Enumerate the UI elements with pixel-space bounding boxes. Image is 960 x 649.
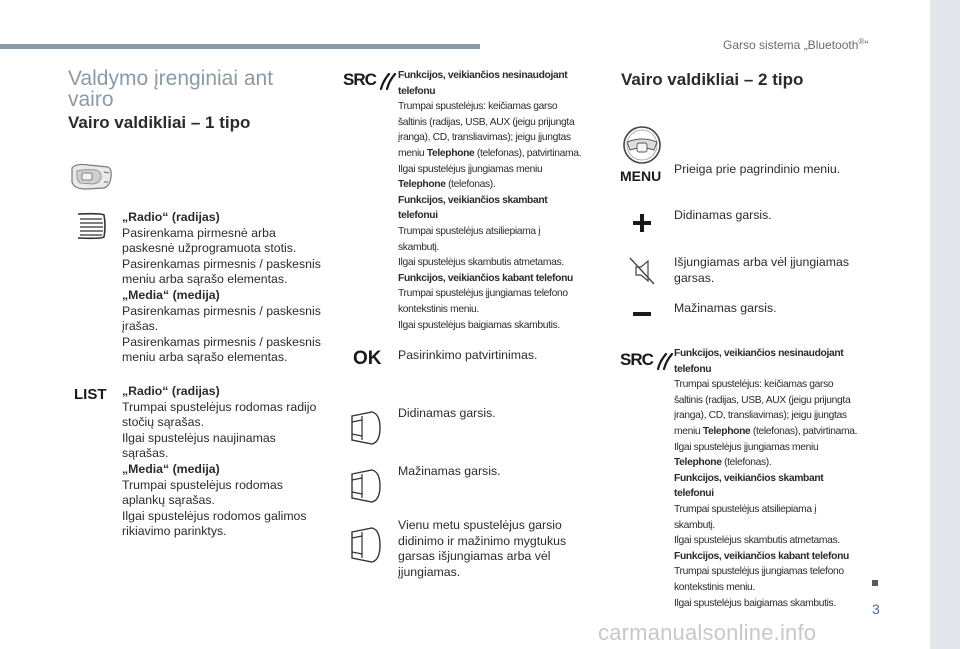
description-line: Ilgai spustelėjus įjungiamas meniu — [398, 163, 543, 175]
steering-wheel-icon — [621, 124, 663, 166]
header-rule — [0, 44, 480, 49]
radio-title: „Radio“ (radijas) — [122, 210, 220, 224]
menu-description: Prieiga prie pagrindinio meniu. — [674, 162, 841, 176]
ok-description: Pasirinkimo patvirtinimas. — [398, 348, 538, 362]
type1-list-description: „Radio“ (radijas) Trumpai spustelėjus rodomas radijo stočių sąrašas. Ilgai spustelėjus naujinamas sąrašas. „Media“ (medija) Trumpai spustelėjus rodomas aplankų sąrašas. Ilgai spustelėjus rodomos galimos rikiavimo parinktys. — [122, 384, 317, 539]
description-bold-line: Funkcijos, veikiančios nesinaudojant — [398, 70, 568, 81]
description-line: Ilgai spustelėjus baigiamas skambutis. — [674, 597, 836, 609]
description-line: įranga), CD, transliavimas); jeigu įjungtas — [674, 410, 847, 422]
page-number: 3 — [872, 601, 880, 617]
description-line: Trumpai spustelėjus įjungiamas telefono — [398, 288, 568, 300]
ok-button-label: OK — [353, 348, 382, 369]
description-bold-line: telefonu — [398, 85, 436, 97]
plus-description: Didinamas garsis. — [674, 208, 772, 222]
src-button-icon: SRC — [343, 70, 395, 94]
description-line: Ilgai spustelėjus skambutis atmetamas. — [674, 535, 840, 547]
section-heading-type1: Vairo valdikliai – 1 tipo — [68, 113, 251, 132]
description-line: kontekstinis meniu. — [674, 581, 755, 593]
description-line: Trumpai spustelėjus: keičiamas garso — [398, 101, 558, 113]
description-line: Telephone (telefonas). — [398, 179, 496, 191]
mute-rocker-icon — [346, 524, 386, 566]
description-bold-line: Funkcijos, veikiančios kabant telefonu — [398, 272, 573, 284]
src-button-icon-type2: SRC — [620, 350, 672, 374]
list-button-label: LIST — [74, 386, 107, 403]
watermark: carmanualsonline.info — [598, 620, 817, 645]
description-bold-line: Funkcijos, veikiančios skambant — [674, 472, 824, 484]
steering-switch-icon — [68, 160, 114, 194]
section-heading-type2: Vairo valdikliai – 2 tipo — [621, 70, 804, 89]
page-edge-strip — [930, 0, 960, 649]
phone-slash-icon — [656, 351, 674, 371]
menu-button-label: MENU — [620, 168, 662, 184]
scroll-wheel-icon — [75, 212, 107, 240]
minus-description: Mažinamas garsis. — [674, 301, 777, 315]
description-line: šaltinis (radijas, USB, AUX (jeigu prijungta — [398, 116, 575, 128]
description-line: Ilgai spustelėjus įjungiamas meniu — [674, 441, 819, 453]
minus-icon — [631, 310, 653, 318]
volume-down-description: Mažinamas garsis. — [398, 464, 501, 478]
description-bold-line: telefonui — [398, 210, 438, 222]
description-line: meniu Telephone (telefonas), patvirtinama. — [674, 425, 858, 437]
type2-src-description — [674, 346, 884, 611]
description-line: kontekstinis meniu. — [398, 303, 479, 315]
type1-scroll-description: „Radio“ (radijas) Pasirenkama pirmesnė arba paskesnė užprogramuota stotis. Pasirenkamas pirmesnis / paskesnis meniu arba sąrašo elementas. „Media“ (medija) Pasirenkamas pirmesnis / paskesnis įrašas. Pasirenkamas pirmesnis / paskesnis meniu arba sąrašo elementas. — [122, 210, 332, 366]
description-line: Telephone (telefonas). — [674, 457, 772, 469]
description-line: Trumpai spustelėjus atsiliepiama į — [398, 225, 541, 237]
media-title: „Media“ (medija) — [122, 287, 220, 302]
mute-speaker-icon — [628, 256, 656, 286]
description-line: Ilgai spustelėjus skambutis atmetamas. — [398, 257, 564, 269]
volume-up-description: Didinamas garsis. — [398, 406, 496, 420]
mute-toggle-description: Išjungiamas arba vėl įjungiamas garsas. — [674, 255, 849, 285]
description-line: įranga), CD, transliavimas); jeigu įjungtas — [398, 132, 571, 144]
description-bold-line: telefonui — [674, 488, 714, 500]
phone-slash-icon — [379, 71, 397, 91]
description-bold-line: Funkcijos, veikiančios skambant — [398, 194, 548, 206]
description-bold-line: Funkcijos, veikiančios nesinaudojant — [674, 348, 844, 359]
description-line: skambutį. — [674, 519, 715, 531]
description-bold-line: telefonu — [674, 363, 712, 375]
description-line: skambutį. — [398, 241, 439, 253]
page-header-title: Garso sistema „Bluetooth®“ — [723, 37, 869, 52]
description-line: Trumpai spustelėjus: keičiamas garso — [674, 379, 834, 391]
page-title: Valdymo įrenginiai ant vairo — [68, 67, 274, 111]
description-bold-line: Funkcijos, veikiančios kabant telefonu — [674, 550, 849, 562]
description-line: Ilgai spustelėjus baigiamas skambutis. — [398, 319, 560, 331]
volume-down-rocker-icon — [346, 466, 386, 506]
volume-up-rocker-icon — [346, 408, 386, 448]
description-line: meniu Telephone (telefonas), patvirtinama. — [398, 147, 582, 159]
description-line: šaltinis (radijas, USB, AUX (jeigu prijungta — [674, 394, 851, 406]
middle-src-description — [398, 68, 608, 333]
plus-icon — [631, 212, 653, 234]
description-line: Trumpai spustelėjus įjungiamas telefono — [674, 566, 844, 578]
description-line: Trumpai spustelėjus atsiliepiama į — [674, 503, 817, 515]
mute-description: Vienu metu spustelėjus garsio didinimo ir mažinimo mygtukus garsas išjungiamas arba vėl įjungiamas. — [398, 518, 567, 579]
